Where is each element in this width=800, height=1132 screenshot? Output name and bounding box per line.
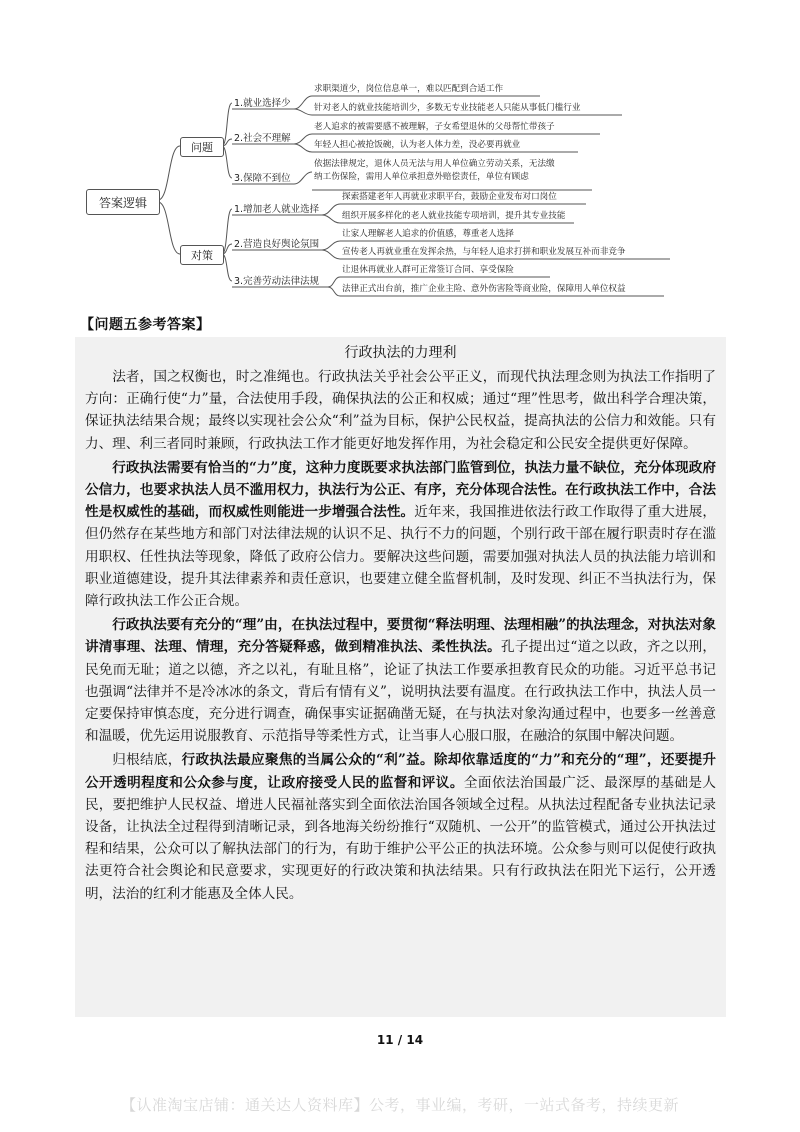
essay-paragraph-benefit [85, 749, 716, 904]
problem-1-label: 1.就业选择少 [234, 98, 291, 109]
measure-2-label: 2.营造良好舆论氛围 [234, 239, 320, 250]
mind-map-problems-node: 问题 [180, 137, 224, 157]
essay-intro-paragraph: 法者，国之权衡也，时之准绳也。行政执法关乎社会公平正义，而现代执法理念则为执法工作指明了方向：正确行使“力”量，合法使用手段，确保执法的公正和权威；通过“理”性思考，做出科学合理决策，保证执法结果合规；最终以实现社会公众“利”益为目标，保护公民权益，提高执法的公信力和效能。只有力、理、利三者同时兼顾，行政执法工作才能更好地发挥作用，为社会稳定和公民安全提供更好保障。 [85, 369, 716, 452]
problem-3-detail-1: 依据法律规定，退休人员无法与用人单位确立劳动关系，无法缴 [314, 159, 555, 169]
problem-1-detail-1: 求职渠道少，岗位信息单一，难以匹配到合适工作 [314, 84, 504, 94]
mind-map [0, 0, 800, 310]
measure-1-detail-1: 探索搭建老年人再就业求职平台，鼓励企业发布对口岗位 [342, 192, 557, 202]
problem-3-label: 3.保障不到位 [234, 173, 291, 184]
essay-paragraph-reason [85, 614, 716, 747]
problem-2-label: 2.社会不理解 [234, 133, 291, 144]
problem-3-detail-2: 纳工伤保险，需用人单位承担意外赔偿责任，单位有顾虑 [314, 172, 529, 182]
measure-1-detail-2: 组织开展多样化的老人就业技能专项培训，提升其专业技能 [342, 211, 566, 221]
paragraph-benefit-lead: 归根结底， [112, 752, 182, 769]
problem-2-detail-2: 年轻人担心被抢饭碗，认为老人体力差，没必要再就业 [314, 140, 521, 150]
measure-3-detail-2: 法律正式出台前，推广企业主险、意外伤害险等商业险，保障用人单位权益 [342, 284, 626, 294]
mind-map-measures-node: 对策 [180, 245, 224, 265]
essay-title: 行政执法的力理利 [344, 345, 457, 361]
answer-essay-box [75, 337, 726, 1017]
measure-3-detail-1: 让退休再就业人群可正常签订合同、享受保险 [342, 265, 514, 275]
mind-map-root: 答案逻辑 [86, 189, 160, 215]
problem-2-detail-1: 老人追求的被需要感不被理解，子女希望退休的父母帮忙带孩子 [314, 122, 555, 132]
problem-1-detail-2: 针对老人的就业技能培训少，多数无专业技能老人只能从事低门槛行业 [314, 103, 581, 113]
paragraph-force-thesis: 行政执法需要有恰当的“力”度，这种力度既要求执法部门监管到位，执法力量不缺位，充分体现政府公信力，也要求执法人员不滥用权力，执法行为公正、有序，充分体现合法性。在行政执法工作中，合法性是权威性的基础，而权威性则能进一步增强合法性。 [85, 459, 716, 521]
store-watermark: 【认准淘宝店铺：通关达人资料库】公考，事业编，考研，一站式备考，持续更新 [120, 1096, 679, 1114]
measure-2-detail-1: 让家人理解老人追求的价值感，尊重老人选择 [342, 229, 514, 239]
measure-3-label: 3.完善劳动法律法规 [234, 276, 320, 287]
paragraph-reason-body: 孔子提出过“道之以政，齐之以刑，民免而无耻；道之以德，齐之以礼，有耻且格”，论证了执法工作要承担教育民众的功能。习近平总书记也强调“法律并不是冷冰冰的条文，背后有情有义”，说明执法要有温度。在行政执法工作中，执法人员一定要保持审慎态度，充分进行调查，确保事实证据确凿无疑，在与执法对象沟通过程中，也要多一丝善意和温暖，优先运用说服教育、示范指导等柔性方式，让当事人心服口服，在融洽的氛围中解决问题。 [85, 639, 716, 745]
mind-map-connectors [0, 0, 800, 310]
measure-1-label: 1.增加老人就业选择 [234, 204, 320, 215]
page-number: 11 / 14 [376, 1033, 424, 1047]
paragraph-benefit-body: 全面依法治国最广泛、最深厚的基础是人民，要把维护人民权益、增进人民福祉落实到全面依法治国各领域全过程。从执法过程配备专业执法记录设备，让执法全过程得到清晰记录，到各地海关纷纷推行“双随机、一公开”的监管模式，通过公开执法过程和结果，公众可以了解执法部门的行为，有助于维护公平公正的执法环境。公众参与则可以促使行政执法更符合社会舆论和民意要求，实现更好的行政决策和执法结果。只有行政执法在阳光下运行，公开透明，法治的红利才能惠及全体人民。 [85, 774, 717, 902]
essay-paragraph-force [85, 457, 716, 612]
paragraph-benefit-thesis: 行政执法最应聚焦的当属公众的“利”益。除却依靠适度的“力”和充分的“理”，还要提升公开透明程度和公众参与度，让政府接受人民的监督和评议。 [85, 752, 716, 791]
paragraph-reason-thesis: 行政执法要有充分的“理”由，在执法过程中，要贯彻“释法明理、法理相融”的执法理念，对执法对象讲清事理、法理、情理，充分答疑释惑，做到精准执法、柔性执法。 [85, 617, 716, 656]
answer-heading: 【问题五参考答案】 [80, 317, 211, 333]
measure-2-detail-2: 宣传老人再就业重在发挥余热，与年轻人追求打拼和职业发展互补而非竞争 [342, 247, 626, 257]
paragraph-force-body: 近年来，我国推进依法行政工作取得了重大进展，但仍然存在某些地方和部门对法律法规的认识不足、执行不力的问题，个别行政干部在履行职责时存在滥用职权、任性执法等现象，降低了政府公信力。要解决这些问题，需要加强对执法人员的执法能力培训和职业道德建设，提升其法律素养和责任意识，也要建立健全监督机制，及时发现、纠正不当执法行为，保障行政执法工作公正合规。 [85, 504, 717, 610]
